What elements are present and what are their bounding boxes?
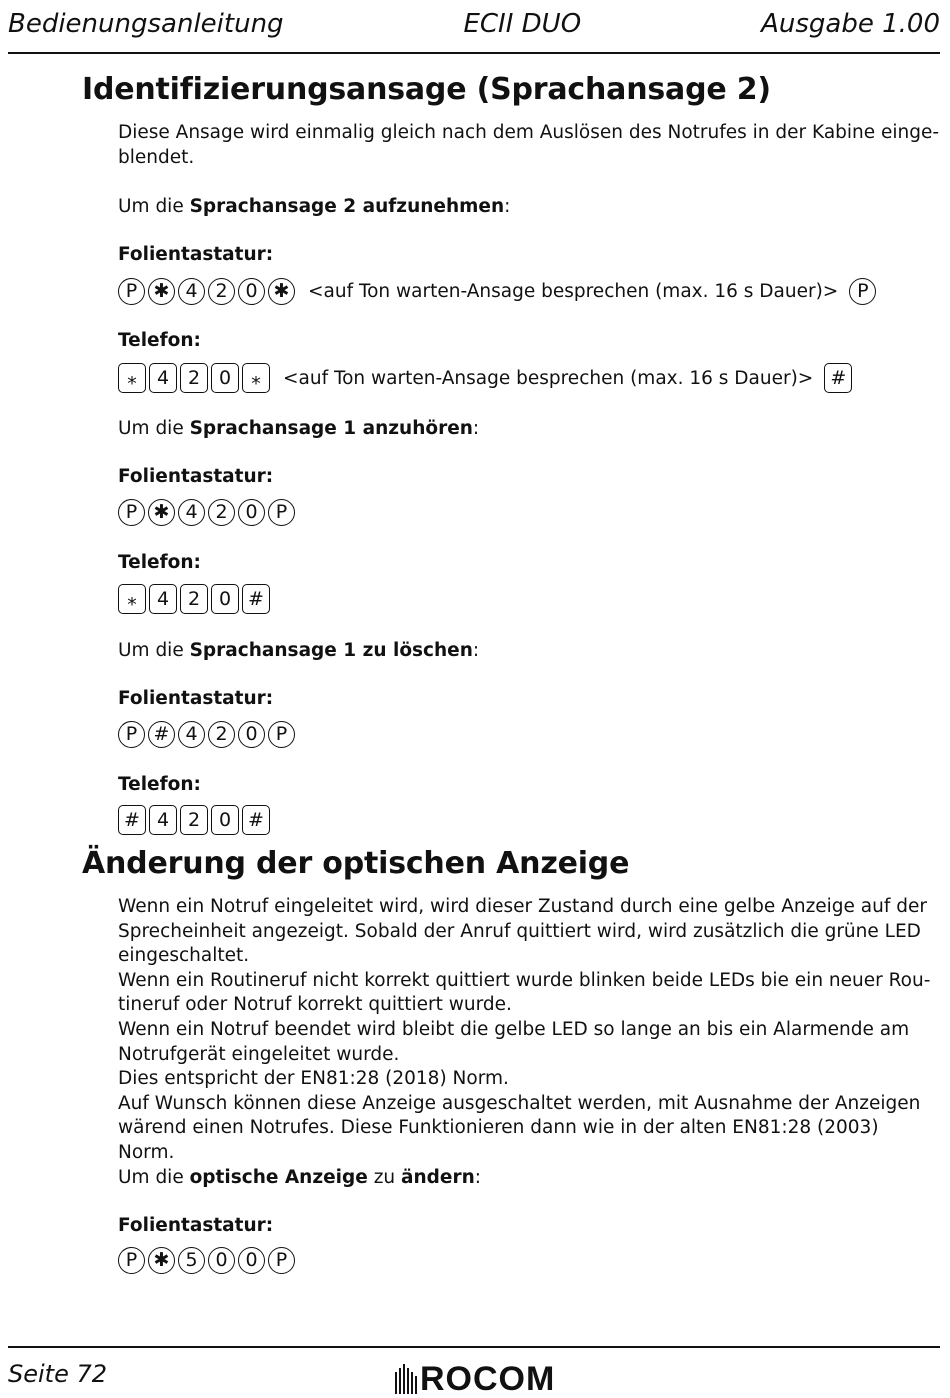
phone-key-2: 2 [180, 584, 208, 614]
key-star: ✱ [148, 499, 175, 526]
record-keypad-note: <auf Ton warten-Ansage besprechen (max. 16 s Dauer)> [308, 281, 839, 302]
key-p: P [268, 1247, 295, 1274]
logo-text: ROCOM [420, 1360, 556, 1398]
phone-key-hash: # [824, 363, 852, 393]
key-4: 4 [178, 721, 205, 748]
record-phone-label: Telefon: [118, 330, 201, 351]
phone-key-0: 0 [211, 584, 239, 614]
delete-keypad-label: Folientastatur: [118, 688, 274, 709]
record-phone-note: <auf Ton warten-Ansage besprechen (max. 16 s Dauer)> [283, 367, 814, 389]
change-display-instruction: Um die optische Anzeige zu ändern: [118, 1167, 481, 1188]
key-2: 2 [208, 721, 235, 748]
listen-phone-label: Telefon: [118, 552, 201, 573]
key-p: P [268, 499, 295, 526]
record-keypad-label: Folientastatur: [118, 244, 274, 265]
key-5: 5 [178, 1247, 205, 1274]
phone-key-0: 0 [211, 805, 239, 835]
key-p: P [118, 499, 145, 526]
change-keypad-sequence [118, 1247, 295, 1274]
phone-key-2: 2 [180, 805, 208, 835]
key-hash: # [148, 721, 175, 748]
change-keypad-label: Folientastatur: [118, 1215, 274, 1236]
key-4: 4 [178, 278, 205, 305]
phone-key-hash: # [242, 584, 270, 614]
delete-instruction: Um die Sprachansage 1 zu löschen: [118, 640, 480, 661]
delete-keypad-sequence [118, 721, 295, 748]
phone-key-4: 4 [149, 584, 177, 614]
phone-key-0: 0 [211, 363, 239, 393]
key-0: 0 [238, 499, 265, 526]
key-0: 0 [208, 1247, 235, 1274]
delete-phone-sequence [118, 805, 270, 835]
section-title-optical-display: Änderung der optischen Anzeige [82, 846, 630, 881]
record-instruction: Um die Sprachansage 2 aufzunehmen: [118, 196, 511, 217]
header-rule [8, 52, 940, 54]
record-phone-sequence [118, 363, 852, 393]
phone-key-hash: # [118, 805, 146, 835]
key-p: P [118, 278, 145, 305]
phone-key-4: 4 [149, 363, 177, 393]
record-keypad-sequence [118, 278, 876, 305]
footer-rule [8, 1346, 940, 1348]
key-p: P [118, 1247, 145, 1274]
key-star: ✱ [148, 278, 175, 305]
key-2: 2 [208, 278, 235, 305]
key-2: 2 [208, 499, 235, 526]
page-header [8, 6, 940, 42]
key-p: P [268, 721, 295, 748]
phone-key-star: ⁎ [118, 363, 146, 393]
rocom-logo [395, 1360, 556, 1398]
listen-keypad-label: Folientastatur: [118, 466, 274, 487]
header-document-type: Bedienungsanleitung [8, 9, 284, 39]
header-product-name: ECII DUO [463, 9, 582, 39]
phone-key-star: ⁎ [242, 363, 270, 393]
intro-paragraph: Diese Ansage wird einmalig gleich nach dem Auslösen des Notrufes in der Kabine einge-blendet. [118, 122, 940, 168]
key-4: 4 [178, 499, 205, 526]
key-0: 0 [238, 1247, 265, 1274]
key-p: P [849, 278, 876, 305]
section-title-identification: Identifizierungsansage (Sprachansage 2) [82, 72, 771, 107]
key-0: 0 [238, 278, 265, 305]
page-number: Seite 72 [8, 1360, 108, 1388]
phone-key-hash: # [242, 805, 270, 835]
phone-key-2: 2 [180, 363, 208, 393]
header-edition: Ausgabe 1.00 [761, 9, 940, 39]
logo-mark-icon [395, 1364, 417, 1394]
phone-key-star: ⁎ [118, 584, 146, 614]
key-p: P [118, 721, 145, 748]
key-0: 0 [238, 721, 265, 748]
key-star: ✱ [268, 278, 295, 305]
optical-display-description: Wenn ein Notruf eingeleitet wird, wird dieser Zustand durch eine gelbe Anzeige auf der Sprecheinheit angezeigt. Sobald der Anruf quittiert wird, wird zusätzlich die grüne LED eingeschaltet. Wenn ein Routineruf nicht korrekt quittiert wurde blinken beide LEDs bie ein neuer Rou- tineruf oder Notruf korrekt quittiert wurde. Wenn ein Notruf beendet wird bleibt die gelbe LED so lange an bis ein Alarmende am Notrufgerät eingeleitet wurde. Dies entspricht der EN81:28 (2018) Norm. Auf Wunsch können diese Anzeige ausgeschaltet werden, mit Ausnahme der Anzeigen wärend einen Notrufes. Diese Funktionieren dann wie in der alten EN81:28 (2003) Norm. [118, 896, 931, 1163]
delete-phone-label: Telefon: [118, 774, 201, 795]
key-star: ✱ [148, 1247, 175, 1274]
phone-key-4: 4 [149, 805, 177, 835]
listen-phone-sequence [118, 584, 270, 614]
listen-keypad-sequence [118, 499, 295, 526]
listen-instruction: Um die Sprachansage 1 anzuhören: [118, 418, 480, 439]
